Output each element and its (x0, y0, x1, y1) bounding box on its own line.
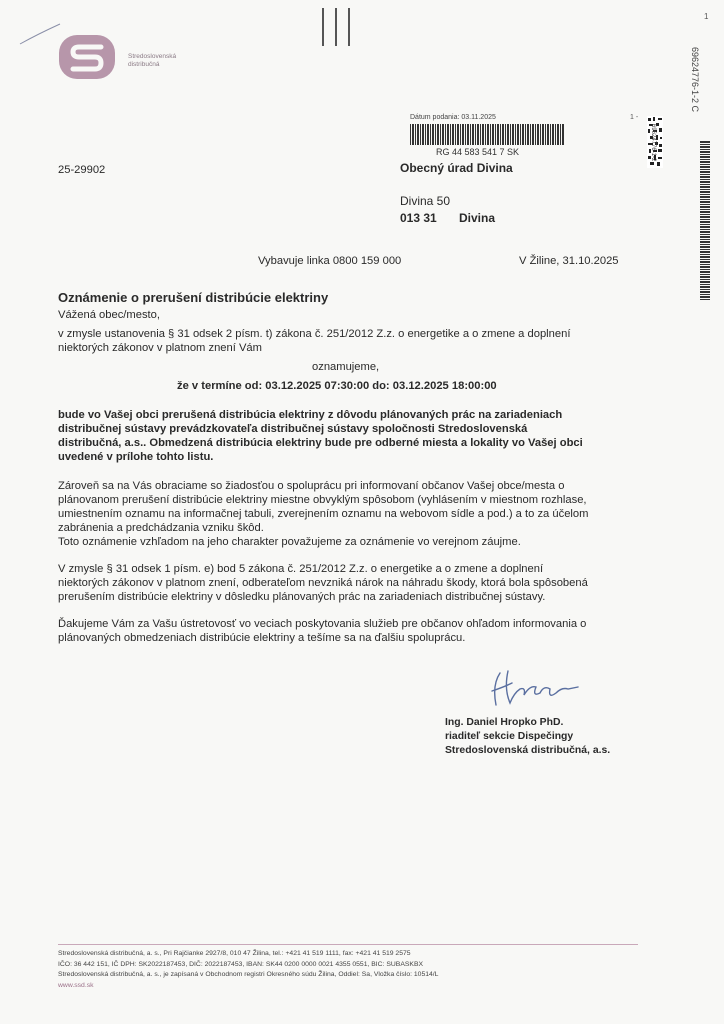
outage-paragraph (58, 408, 583, 464)
cooperation-line: Zároveň sa na Vás obraciame so žiadosťou o spoluprácu pri informovaní občanov Vašej obce/mesta o (58, 480, 565, 492)
intro-paragraph (58, 327, 570, 355)
intro-line: v zmysle ustanovenia § 31 odsek 2 písm. t) zákona č. 251/2012 Z.z. o energetike a o zmene a doplnení (58, 328, 571, 340)
signatory-company: Stredoslovenská distribučná, a.s. (445, 745, 611, 756)
recipient-city: Divina (459, 211, 496, 225)
document-title: Oznámenie o prerušení distribúcie elektriny (58, 290, 329, 305)
reference-number: 25-29902 (58, 164, 106, 176)
cooperation-line: Toto oznámenie vzhľadom na jeho charakter považujeme za oznámenie vo verejnom záujme. (58, 536, 521, 548)
stamp-side-mark: 1 - (630, 114, 639, 121)
pen-mark (18, 22, 62, 48)
compensation-line: V zmysle § 31 odsek 1 písm. e) bod 5 zákona č. 251/2012 Z.z. o energetike a o zmene a doplnení (58, 563, 544, 575)
signatory-role: riaditeľ sekcie Dispečingy (445, 731, 574, 742)
filing-date: Dátum podania: 03.11.2025 (410, 114, 496, 121)
cooperation-line: plánovanom prerušení distribúcie elektriny miestne obvyklým spôsobom (vyhlásením v miestnom rozhlase, (58, 494, 587, 506)
edge-top-mark: 1 (704, 12, 709, 21)
binding-marks (322, 8, 350, 46)
cooperation-paragraph (58, 479, 588, 549)
thanks-line: plánovaných obmedzeniach distribúcie elektriny a tešíme sa na ďalšiu spoluprácu. (58, 632, 466, 644)
announce-text: oznamujeme, (312, 361, 380, 373)
recipient-street: Divina 50 (400, 194, 451, 208)
company-logo-icon (57, 33, 119, 83)
edge-vertical-code: 69624776-1-2 C (690, 47, 700, 113)
thanks-line: Ďakujeme Vám za Vašu ústretovosť vo veciach poskytovania služieb pre občanov ohľadom informovania o (58, 618, 587, 630)
intro-line: niektorých zákonov v platnom znení Vám (58, 342, 262, 354)
filing-stamp (410, 114, 570, 157)
rg-number: RG 44 583 541 7 SK (436, 147, 520, 157)
compensation-paragraph (58, 562, 588, 604)
recipient-postcode: 013 31 (400, 211, 437, 225)
salutation: Vážená obec/mesto, (58, 309, 160, 321)
qr-side-text: 69624776-1-2 (650, 124, 656, 162)
contact-line: Vybavuje linka 0800 159 000 (258, 255, 402, 267)
stamp-barcode (410, 124, 564, 145)
signatory-block (445, 716, 610, 758)
outage-line: uvedené v prílohe tohto listu. (58, 451, 214, 463)
thanks-paragraph (58, 617, 586, 645)
edge-barcode (700, 140, 710, 300)
logo-line-1: Stredoslovenská (128, 53, 177, 60)
outage-line: bude vo Vašej obci prerušená distribúcia elektriny z dôvodu plánovaných prác na zariadeniach (58, 409, 563, 421)
recipient-name: Obecný úrad Divina (400, 161, 513, 175)
term-line: že v termíne od: 03.12.2025 07:30:00 do: 03.12.2025 18:00:00 (177, 380, 497, 392)
handwritten-signature (482, 665, 592, 711)
footer-website[interactable]: www.ssd.sk (58, 981, 94, 989)
footer-divider (58, 944, 638, 945)
outage-line: distribučnej sústavy prevádzkovateľa distribučnej sústavy spoločnosti Stredoslovenská (58, 423, 528, 435)
cooperation-line: umiestnením oznamu na informačnej tabuli, zverejnením oznamu na webovom sídle a pod.) a to za účelom (58, 508, 589, 520)
compensation-line: niektorých zákonov v platnom znení, odberateľom nevzniká nárok na náhradu škody, ktorá bola spôsobená (58, 577, 588, 589)
logo-text (128, 53, 176, 69)
signatory-name: Ing. Daniel Hropko PhD. (445, 717, 564, 728)
outage-line: distribučná, a.s.. Obmedzená distribúcia elektriny bude pre odberné miesta a lokality vo Vašej obci (58, 437, 583, 449)
footer-register: Stredoslovenská distribučná, a. s., je zapísaná v Obchodnom registri Okresného súdu Žilina, Oddiel: Sa, Vložka číslo: 10514/L (58, 971, 439, 978)
cooperation-line: zabránenia a predchádzania vzniku škôd. (58, 522, 264, 534)
logo-line-2: distribučná (128, 61, 160, 68)
footer (58, 949, 438, 991)
footer-ids: IČO: 36 442 151, IČ DPH: SK2022187453, DIČ: 2022187453, IBAN: SK44 0200 0000 0021 4355 0551, BIC: SUBASKBX (58, 960, 424, 968)
compensation-line: prerušením distribúcie elektriny v dôsledku plánovaných prác na zariadeniach distribučnej sústavy. (58, 591, 546, 603)
place-date: V Žiline, 31.10.2025 (519, 255, 619, 267)
footer-address: Stredoslovenská distribučná, a. s., Pri Rajčianke 2927/8, 010 47 Žilina, tel.: +421 41 519 1111, fax: +421 41 519 2575 (58, 950, 411, 957)
